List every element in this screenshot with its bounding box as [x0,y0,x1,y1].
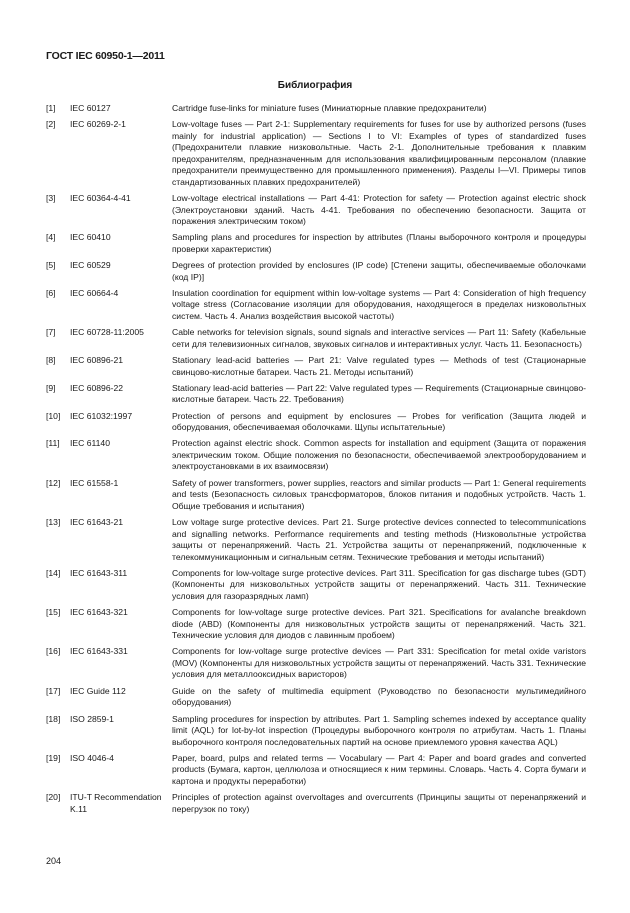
page-number: 204 [46,856,62,866]
entry-standard: IEC 60664-4 [70,287,119,298]
entry-description: Principles of protection against overvoltages and overcurrents (Принципы защиты от перенапряжений и перегрузок по току) [172,792,586,814]
entry-description: Insulation coordination for equipment within low-voltage systems — Part 4: Consideration of high frequency voltage stress (Согласование изоляции для оборудования, находящегося в пределах низковольтных систем. Часть 4. Анализ воздействия высокой частоты) [172,287,586,321]
entry-description: Stationary lead-acid batteries — Part 21: Valve regulated types — Methods of test (Стационарные свинцово-кислотные батареи. Часть 21. Методы испытаний) [172,355,586,377]
entry-number: [5] [46,260,56,271]
bibliography-entry [46,792,586,815]
entry-standard: IEC 60529 [70,260,111,271]
bibliography-entry [46,607,586,642]
entry-description: Low-voltage fuses — Part 2-1: Supplementary requirements for fuses for use by authorized persons (fuses mainly for industrial application) — Sections I to VI: Examples of types of standardized fuses (Предохранители плавкие низковольтные. Часть 2-1. Дополнительные требования к плавким предохранителям, предназначенным для использования квалифицированным персоналом (плавкие предохранители преимущественно для промышленного применения). Разделы I—VI. Примеры типов стандартизованных плавких предохранителей) [172,119,586,187]
entry-number: [12] [46,477,61,488]
entry-standard: IEC 61032:1997 [70,410,133,421]
entry-number: [2] [46,119,56,130]
entry-standard: IEC 61643-311 [70,567,128,578]
entry-description: Protection of persons and equipment by enclosures — Probes for verification (Защита людей и оборудования, обеспечиваемая оболочками. Щупы испытательные) [172,410,586,433]
section-title: Библиография [277,80,353,91]
bibliography-list [46,103,586,820]
bibliography-entry [46,438,586,473]
entry-description: Guide on the safety of multimedia equipment (Руководство по безопасности мультимедийного оборудования) [172,685,586,708]
entry-number: [3] [46,193,56,204]
entry-description: Stationary lead-acid batteries — Part 22: Valve regulated types — Requirements (Стационарные свинцово-кислотные батареи. Часть 22. Требования) [172,382,586,405]
entry-number: [19] [46,752,61,763]
bibliography-entry [46,517,586,563]
entry-description: Degrees of protection provided by enclosures (IP code) [Степени защиты, обеспечиваемые оболочками (код IP)] [172,260,586,282]
entry-number: [20] [46,792,61,803]
entry-description: Paper, board, pulps and related terms — Vocabulary — Part 4: Paper and board grades and converted products (Бумага, картон, целлюлоза и относящиеся к ним термины. Словарь. Часть 4. Сорта бумаги и картона и продукты переработки) [172,752,586,786]
entry-number: [1] [46,103,56,113]
bibliography-entry [46,753,586,788]
entry-description: Sampling plans and procedures for inspection by attributes (Планы выборочного контроля и процедуры проверки характеристик) [172,232,586,254]
entry-number: [17] [46,685,61,696]
bibliography-entry [46,193,586,228]
entry-description: Low voltage surge protective devices. Part 21. Surge protective devices connected to telecommunications and signalling networks. Performance requirements and testing methods (Низковольтные устройства защиты от перенапряжений. Часть 21. Устройства защиты от перенапряжений, подключенные к телекоммуникационным и сигнальным сетям. Технические требования и методы испытаний) [172,517,586,562]
entry-standard: IEC 61140 [70,438,110,449]
bibliography-entry [46,411,586,434]
bibliography-entry [46,568,586,603]
bibliography-entry [46,478,586,513]
bibliography-entry [46,714,586,749]
entry-standard: ITU-T Recommendation K.11 [70,792,162,814]
entry-standard: ISO 4046-4 [70,752,114,763]
entry-number: [16] [46,646,61,657]
entry-standard: IEC 61643-331 [70,646,128,657]
entry-description: Components for low-voltage surge protective devices. Part 321. Specifications for avalanche breakdown diode (ABD) (Компоненты для низковольтных устройств защиты от перенапряжений. Часть 321. Технические условия для диодов с лавинным пробоем) [172,607,586,641]
bibliography-entry [46,288,586,323]
entry-description: Safety of power transformers, power supplies, reactors and similar products — Part 1: General requirements and tests (Безопасность силовых трансформаторов, блоков питания и подобных устройств. Часть 1. Общие требования и испытания) [172,477,586,511]
bibliography-entry [46,383,586,406]
entry-number: [11] [46,438,60,449]
entry-number: [8] [46,355,56,366]
entry-standard: IEC 60410 [70,232,111,243]
entry-number: [13] [46,517,61,528]
bibliography-entry [46,119,586,188]
entry-number: [4] [46,232,56,243]
entry-description: Protection against electric shock. Common aspects for installation and equipment (Защита от поражения электрическим током. Общие положения по безопасности, обеспечиваемой электрооборудованием и электроустановками в их взаимосвязи) [172,438,586,472]
document-header: ГОСТ IEC 60950-1—2011 [46,50,165,62]
entry-standard: IEC 60364-4-41 [70,193,131,204]
entry-number: [6] [46,287,56,298]
bibliography-entry [46,646,586,681]
entry-number: [18] [46,713,61,724]
entry-standard: IEC 60896-22 [70,382,124,393]
bibliography-entry [46,686,586,709]
entry-description: Components for low-voltage surge protective devices — Part 331: Specification for metal oxide varistors (MOV) (Компоненты для низковольтных устройств защиты от перенапряжений. Часть 331. Технические условия для металлооксидных варисторов) [172,646,587,680]
bibliography-entry [46,260,586,283]
entry-standard: IEC 60127 [70,103,111,113]
entry-number: [7] [46,327,56,338]
entry-standard: IEC 60269-2-1 [70,119,126,130]
entry-standard: IEC 60728-11:2005 [70,327,144,338]
entry-standard: IEC 60896-21 [70,355,124,366]
entry-description: Cable networks for television signals, sound signals and interactive services — Part 11: Safety (Кабельные сети для телевизионных сигналов, звуковых сигналов и интерактивных услуг. Часть 11. Безопасность) [172,327,586,349]
bibliography-entry [46,232,586,255]
bibliography-entry [46,327,586,350]
entry-standard: IEC Guide 112 [70,685,126,696]
entry-standard: IEC 61558-1 [70,477,119,488]
entry-description: Sampling procedures for inspection by attributes. Part 1. Sampling schemes indexed by acceptance quality limit (AQL) for lot-by-lot inspection (Процедуры выборочного контроля по атрибутам. Часть 1. Планы выборочного контроля последовательных партий на основе приемлемого уровня качества AQL) [172,713,586,747]
bibliography-entry [46,103,586,115]
entry-standard: IEC 61643-321 [70,607,128,618]
entry-number: [14] [46,567,61,578]
entry-description: Low-voltage electrical installations — Part 4-41: Protection for safety — Protection against electric shock (Электроустановки зданий. Часть 4-41. Требования по обеспечению безопасности. Защита от поражения электрическим током) [172,193,586,227]
entry-description: Cartridge fuse-links for miniature fuses (Миниатюрные плавкие предохранители) [172,103,487,113]
entry-standard: ISO 2859-1 [70,713,114,724]
entry-number: [9] [46,382,56,393]
entry-standard: IEC 61643-21 [70,517,124,528]
entry-description: Components for low-voltage surge protective devices. Part 311. Specification for gas discharge tubes (GDT) (Компоненты для низковольтных устройств защиты от перенапряжений. Часть 311. Технические условия для газоразрядных ламп) [172,567,586,601]
entry-number: [15] [46,607,61,618]
bibliography-entry [46,355,586,378]
entry-number: [10] [46,410,61,421]
